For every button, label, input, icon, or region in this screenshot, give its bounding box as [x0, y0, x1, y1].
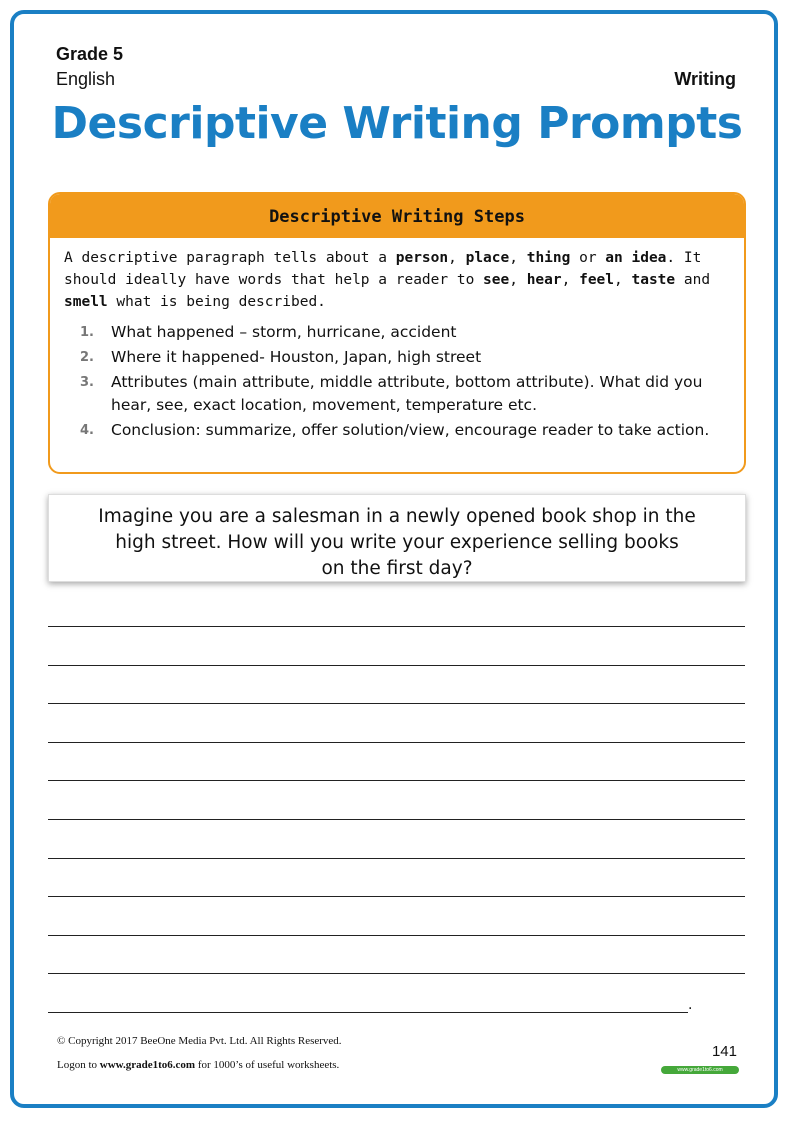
- step-text: Where it happened- Houston, Japan, high street: [111, 348, 482, 366]
- writing-line-last[interactable]: [48, 1012, 688, 1013]
- step-text: Attributes (main attribute, middle attribute, bottom attribute). What did you hear, see, exact location, movement, temperature etc.: [111, 373, 703, 414]
- step-item: [80, 346, 730, 369]
- step-item: [80, 371, 730, 417]
- prompt-line: Imagine you are a salesman in a newly opened book shop in the: [98, 506, 696, 527]
- intro-keyword: place: [465, 250, 510, 266]
- intro-keyword: person: [395, 250, 449, 266]
- intro-keyword: see: [483, 272, 510, 288]
- writing-line[interactable]: [48, 626, 745, 627]
- page-number: 141: [711, 1043, 737, 1060]
- copyright-text: © Copyright 2017 BeeOne Media Pvt. Ltd. All Rights Reserved.: [57, 1035, 342, 1047]
- writing-line[interactable]: [48, 742, 745, 743]
- step-text: What happened – storm, hurricane, accident: [111, 323, 457, 341]
- writing-line[interactable]: [48, 703, 745, 704]
- intro-keyword: thing: [526, 250, 571, 266]
- intro-keyword: taste: [631, 272, 676, 288]
- steps-list: [80, 321, 730, 442]
- intro-text: ,: [561, 272, 580, 288]
- intro-text: . It should ideally have words that help a reader to: [64, 250, 702, 288]
- writing-line[interactable]: [48, 665, 745, 666]
- subject-label: English: [56, 69, 116, 89]
- intro-text: what is being described.: [107, 294, 326, 310]
- logon-suffix: for 1000’s of useful worksheets.: [195, 1059, 340, 1071]
- prompt-line: high street. How will you write your experience selling books: [115, 532, 679, 553]
- prompt-box: [48, 494, 746, 582]
- step-number: 4.: [80, 423, 94, 438]
- intro-text: or: [570, 250, 606, 266]
- intro-keyword: an idea: [605, 250, 667, 266]
- topic-label: Writing: [674, 69, 736, 89]
- writing-line[interactable]: [48, 858, 745, 859]
- step-number: 3.: [80, 375, 94, 390]
- end-period: .: [688, 997, 693, 1013]
- writing-line[interactable]: [48, 819, 745, 820]
- intro-text: A descriptive paragraph tells about a: [64, 250, 396, 266]
- intro-text: ,: [509, 272, 527, 288]
- page-title: Descriptive Writing Prompts: [51, 98, 743, 149]
- logon-prefix: Logon to: [57, 1059, 100, 1071]
- site-badge: www.grade1to6.com: [661, 1066, 739, 1074]
- steps-heading: Descriptive Writing Steps: [50, 194, 744, 238]
- step-item: [80, 321, 730, 344]
- intro-text: ,: [448, 250, 466, 266]
- grade-label: Grade 5: [56, 44, 124, 64]
- intro-keyword: hear: [526, 272, 562, 288]
- intro-text: ,: [614, 272, 632, 288]
- intro-keyword: feel: [579, 272, 615, 288]
- intro-text: ,: [509, 250, 527, 266]
- logon-text: [57, 1059, 339, 1071]
- step-text: Conclusion: summarize, offer solution/view, encourage reader to take action.: [111, 421, 710, 439]
- intro-text: and: [675, 272, 711, 288]
- step-number: 2.: [80, 350, 94, 365]
- writing-line[interactable]: [48, 780, 745, 781]
- steps-box: [48, 192, 746, 474]
- writing-line[interactable]: [48, 896, 745, 897]
- prompt-line: on the first day?: [321, 558, 473, 579]
- writing-line[interactable]: [48, 935, 745, 936]
- steps-intro: [64, 247, 730, 313]
- writing-line[interactable]: [48, 973, 745, 974]
- step-item: [80, 419, 730, 442]
- step-number: 1.: [80, 325, 94, 340]
- intro-keyword: smell: [64, 294, 108, 310]
- logon-site-link[interactable]: www.grade1to6.com: [99, 1059, 196, 1071]
